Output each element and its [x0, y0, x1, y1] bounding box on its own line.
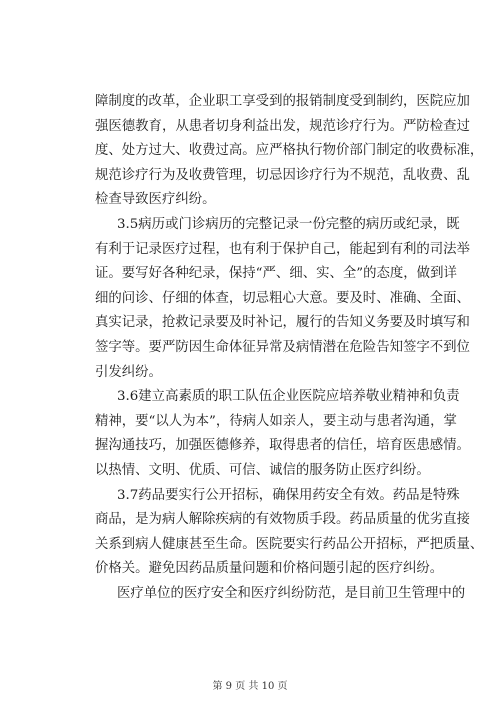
text-line: 精神，要“以人为本”，待病人如亲人，要主动与患者沟通，掌	[95, 413, 457, 429]
text-line: 商品，是为病人解除疾病的有效物质手段。药品质量的优劣直接	[95, 512, 470, 528]
paragraph-start-line: 医疗单位的医疗安全和医疗纠纷防范，是目前卫生管理中的	[117, 585, 466, 601]
text-line: 引发纠纷。	[95, 364, 162, 380]
text-line: 以热情、文明、优质、可信、诚信的服务防止医疗纠纷。	[95, 462, 430, 478]
section-heading-line: 3.6建立高素质的职工队伍企业医院应培养敬业精神和负责	[117, 389, 460, 405]
text-line: 规范诊疗行为及收费管理，切忌因诊疗行为不规范，乱收费、乱	[95, 167, 470, 183]
text-line: 签字等。要严防因生命体征异常及病情潜在危险告知签字不到位	[95, 339, 470, 355]
text-line: 价格关。避免因药品质量问题和价格问题引起的医疗纠纷。	[95, 561, 444, 577]
document-body	[95, 90, 484, 606]
text-line: 强医德教育，从患者切身利益出发，规范诊疗行为。严防检查过	[95, 118, 470, 134]
text-line: 度、处方过大、收费过高。应严格执行物价部门制定的收费标准，	[95, 143, 484, 159]
text-line: 握沟通技巧，加强医德修养，取得患者的信任，培育医患感情。	[95, 438, 470, 454]
text-line: 关系到病人健康甚至生命。医院要实行药品公开招标，严把质量、	[95, 536, 484, 552]
text-line: 障制度的改革，企业职工享受到的报销制度受到制约，医院应加	[95, 94, 470, 109]
text-line: 真实记录，抢救记录要及时补记，履行的告知义务要及时填写和	[95, 315, 470, 331]
text-line: 细的问诊、仔细的体查，切忌粗心大意。要及时、准确、全面、	[95, 290, 470, 306]
section-heading-line: 3.5病历或门诊病历的完整记录一份完整的病历或纪录，既	[117, 216, 460, 232]
section-heading-line: 3.7药品要实行公开招标，确保用药安全有效。药品是特殊	[117, 487, 460, 503]
page-footer: 第 9 页 共 10 页	[212, 681, 288, 692]
text-line: 有利于记录医疗过程，也有利于保护自己，能起到有利的司法举	[95, 241, 470, 257]
text-line: 证。要写好各种纪录，保持“严、细、实、全”的态度，做到详	[95, 266, 457, 282]
text-line: 检查导致医疗纠纷。	[95, 192, 216, 208]
